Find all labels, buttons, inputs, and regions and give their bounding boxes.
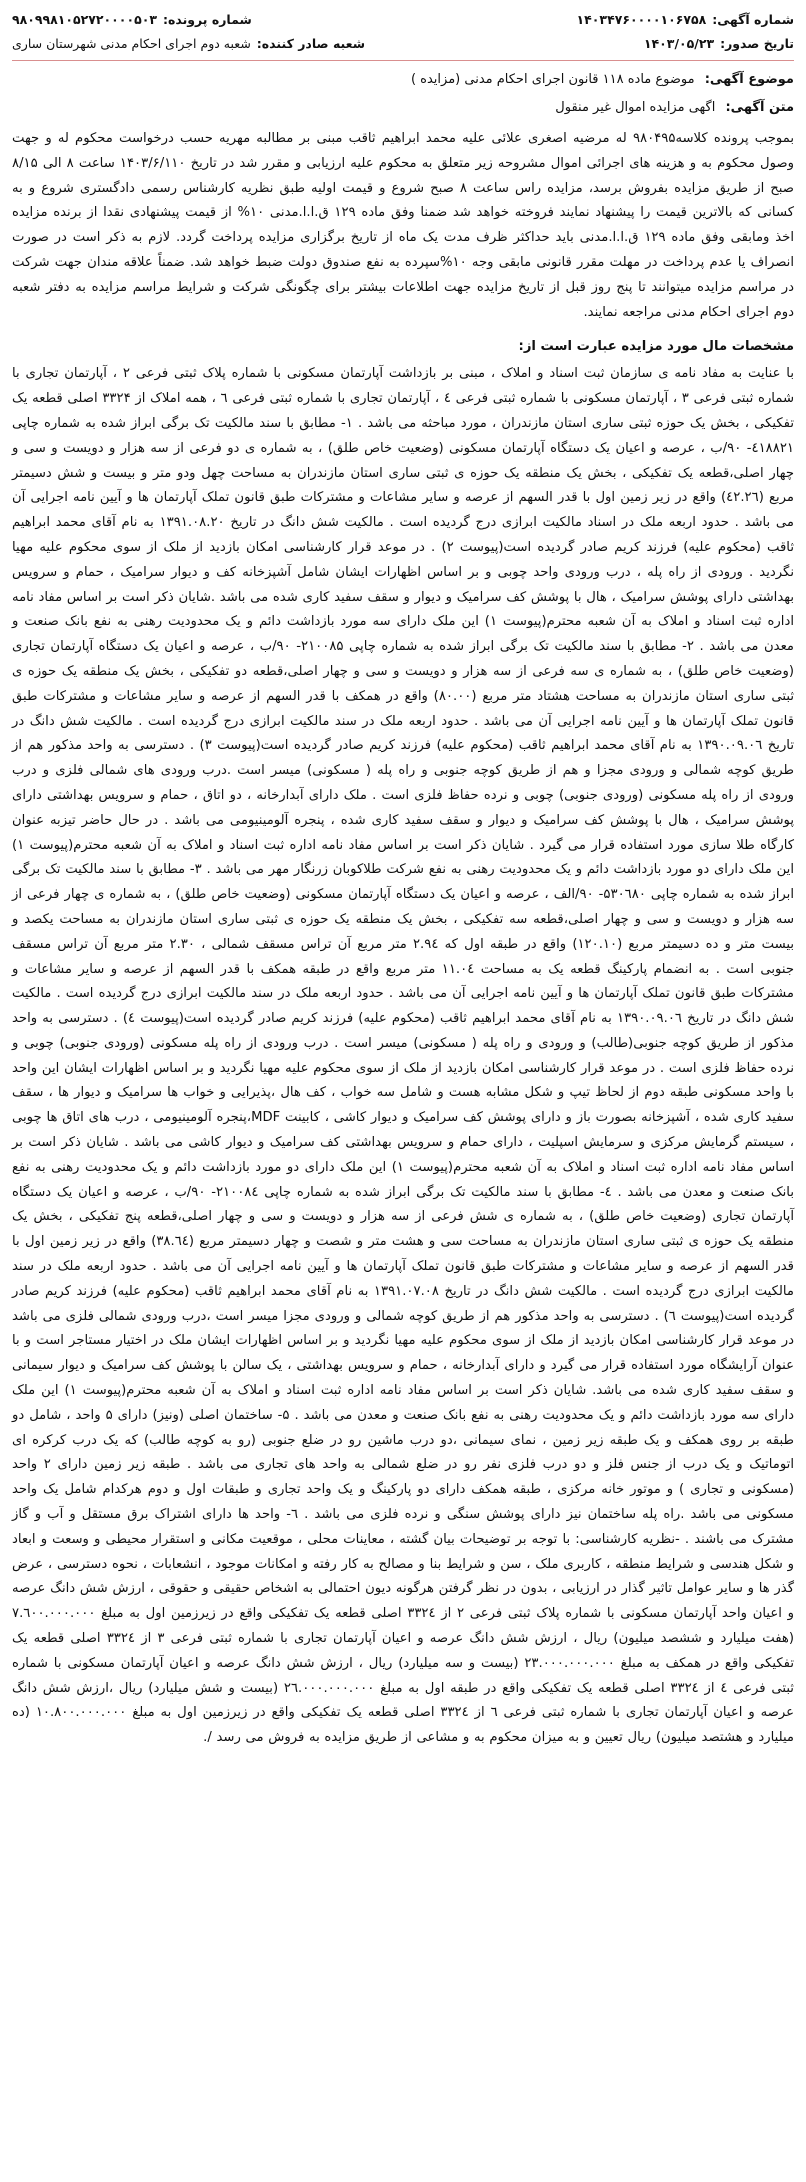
subject-line: [12, 67, 794, 93]
text-title-value: اگهی مزایده اموال غیر منقول: [555, 100, 716, 115]
case-number-label: شماره پرونده:: [162, 12, 252, 27]
body-intro: بموجب پرونده کلاسه۹۸۰۴۹۵ له مرضیه اصغری علائی علیه محمد ابراهیم ثاقب مبنی بر مطالبه مهریه حسب درخواست محکوم له و جهت وصول محکوم به و هزینه های اجرائی اموال مشروحه زیر متعلق به محکوم علیه ارزیابی و مقرر شد در تاریخ ۱۴۰۳/۶/۱۱۰ ساعت ۸ الی ۸/۱۵ صبح از طریق مزایده بفروش برسد، مزایده راس ساعت ۸ صبح شروع و قیمت اولیه طبق نظریه کارشناس رسمی دادگستری شروع و به کسانی که بالاترین قیمت را پیشنهاد نمایند فروخته خواهد شد ضمنا وفق ماده ۱۲۹ ق.ا.ا.مدنی ۱۰% از قیمت پیشنهادی نقدا از برنده مزایده اخذ ومابقی وفق ماده ۱۲۹ ق.ا.ا.مدنی باید حداکثر ظرف مدت یک ماه از تاریخ برگزاری مزایده پرداخت گردد. لازم به ذکر است در صورت انصراف یا عدم پرداخت در مهلت مقرر قانونی مابقی وجه ۱۰%سپرده به نفع صندوق دولت ضبط خواهد شد. ضمناً علاقه مندان جهت شرکت در مراسم مزایده میتوانند تا پنج روز قبل از تاریخ مزایده جهت اطلاعات بیشتر برای چگونگی شرکت و شرایط مراسم مزایده به دفتر شعبه دوم اجرای احکام مدنی مراجعه نمایند.: [7, 131, 794, 320]
issue-date: [644, 32, 794, 56]
notice-number-value: ۱۴۰۳۴۷۶۰۰۰۰۱۰۶۷۵۸: [576, 12, 707, 27]
text-title-line: [12, 95, 794, 121]
issuer-label: شعبه صادر کننده:: [256, 36, 365, 51]
header-row-2: [12, 32, 794, 56]
notice-number-label: شماره آگهی:: [712, 12, 794, 27]
body-main: با عنایت به مفاد نامه ی سازمان ثبت اسناد و املاک ، مبنی بر بازداشت آپارتمان مسکونی با شماره پلاک ثبتی فرعی ۲ ، آپارتمان تجاری با شماره ثبتی فرعی ۳ ، آپارتمان مسکونی با شماره ثبتی فرعی ٤ ، آپارتمان تجاری با شماره ثبتی فرعی ٦ ، همه املاک از ۳۳۲۴ اصلی قطعه یک تفکیکی ، بخش یک حوزه ثبتی ساری استان مازندران ، مورد مباحثه می باشد . ۱- مطابق با سند مالکیت تک برگی ابراز شده به شماره چاپی ٤۱۸۸۲۱- ۹۰/ب ، عرصه و اعیان یک دستگاه آپارتمان مسکونی (وضعیت خاص طلق) ، به شماره ی دو فرعی از سه هزار و دویست و سی و چهار اصلی،قطعه یک تفکیکی ، بخش یک منطقه یک حوزه ی ثبتی ساری استان مازندران به مساحت چهل ودو متر و بیست و شش دسیمتر مربع (٤۲.۲٦) واقع در زیر زمین اول با قدر السهم از عرصه و سایر مشاعات و مشترکات طبق قانون تملک آپارتمان ها و آیین نامه اجرایی آن می باشد . حدود اربعه ملک در اسناد مالکیت ابرازی درج گردیده است . مالکیت شش دانگ در تاریخ ۱۳۹۱.۰۸.۲۰ به نام آقای محمد ابراهیم ثاقب (محکوم علیه) فرزند کریم صادر گردیده است(پیوست ۲) . در موعد قرار کارشناسی امکان بازدید از ملک از سوی محکوم علیه مهیا نگردید . ورودی از راه پله ، درب ورودی واحد چوبی و بر اساس اظهارات ایشان شامل آشپزخانه کف و دیوار سرامیک ، حمام و سرویس بهداشتی دارای پوشش سرامیک ، هال با پوشش کف سرامیک و دیوار و سقف سفید کاری شده می باشد .شایان ذکر است بر اساس مفاد نامه اداره ثبت اسناد و املاک به آن شعبه محترم(پیوست ۱) این ملک دارای سه مورد بازداشت دائم و یک محدودیت رهنی به نفع بانک صنعت و معدن می باشد . ۲- مطابق با سند مالکیت تک برگی ابراز شده به شماره چاپی ۲۱۰۰۸۵- ۹۰/ب ، عرصه و اعیان یک دستگاه آپارتمان تجاری (وضعیت خاص طلق) ، به شماره ی سه فرعی از سه هزار و دویست و سی و چهار اصلی،قطعه دو تفکیکی ، بخش یک منطقه یک حوزه ی ثبتی ساری استان مازندران به مساحت هشتاد متر مربع (۸۰.۰۰) واقع در همکف با قدر السهم از عرصه و سایر مشاعات و مشترکات طبق قانون تملک آپارتمان ها و آیین نامه اجرایی آن می باشد . حدود اربعه ملک در سند مالکیت ابرازی درج گردیده است . مالکیت شش دانگ در تاریخ ۱۳۹۰.۰۹.۰٦ به نام آقای محمد ابراهیم ثاقب (محکوم علیه) فرزند کریم صادر گردیده است(پیوست ۳) . دسترسی به واحد مذکور هم از طریق کوچه شمالی و ورودی مجزا و هم از طریق کوچه جنوبی و راه پله ( مسکونی) میسر است .درب ورودی های شمالی فلزی و درب ورودی از راه پله مسکونی (ورودی جنوبی) چوبی و نرده حفاظ فلزی است . ملک دارای آبدارخانه ، دو اتاق ، حمام و سرویس بهداشتی دارای پوشش سرامیک ، هال با پوشش کف سرامیک و دیوار و سقف سفید کاری شده ، پنجره آلومینیومی می باشد . در حال حاضر تیزبه عنوان کارگاه طلا سازی مورد استفاده قرار می گیرد . شایان ذکر است بر اساس مفاد نامه اداره ثبت اسناد و املاک به آن شعبه محترم(پیوست ۱) این ملک دارای دو مورد بازداشت دائم و یک محدودیت رهنی به نفع شرکت طلاکوبان زرنگار مهر می باشد . ۳- مطابق با سند مالکیت تک برگی ابراز شده به شماره چاپی ۵۳۰٦۸۰- ۹۰/الف ، عرصه و اعیان یک دستگاه آپارتمان مسکونی (وضعیت خاص طلق) ، به شماره ی چهار فرعی از سه هزار و دویست و سی و چهار اصلی،قطعه سه تفکیکی ، بخش یک منطقه یک حوزه ی ثبتی ساری استان مازندران به مساحت یکصد و بیست متر و ده دسیمتر مربع (۱۲۰.۱۰) واقع در طبقه اول که ۲.۹٤ متر مربع آن تراس مسقف شمالی ، ۲.۳۰ متر مربع آن تراس مسقف جنوبی است . به انضمام پارکینگ قطعه یک به مساحت ۱۱.۰٤ متر مربع واقع در طبقه همکف با قدر السهم از عرصه و سایر مشاعات و مشترکات طبق قانون تملک آپارتمان ها و آیین نامه اجرایی آن می باشد . حدود اربعه ملک در سند مالکیت ابرازی درج گردیده است . مالکیت شش دانگ در تاریخ ۱۳۹۰.۰۹.۰٦ به نام آقای محمد ابراهیم ثاقب (محکوم علیه) فرزند کریم صادر گردیده است(پیوست ٤) . دسترسی به واحد مذکور از طریق کوچه جنوبی(طالب) و ورودی و راه پله ( مسکونی) میسر است . درب ورودی از راه پله مسکونی (ورودی جنوبی) چوبی و نرده حفاظ فلزی است . در موعد قرار کارشناسی امکان بازدید از ملک از سوی محکوم علیه مهیا نگردید و بر اساس اظهارات ایشان این واحد با واحد مسکونی طبقه دوم از لحاظ تیپ و شکل مشابه هست و شامل سه خواب ، کف هال ،پذیرایی و خواب ها سرامیک و دیوار ها ، سقف سفید کاری شده ، آشپزخانه بصورت باز و دارای پوشش کف سرامیک و دیوار کاشی ، کابینت MDF،پنجره آلومینیومی ، درب های اتاق ها چوبی ، سیستم گرمایش مرکزی و سرمایش اسپلیت ، دارای حمام و سرویس بهداشتی کف سرامیک و دیوار کاشی می باشد . شایان ذکر است بر اساس مفاد نامه اداره ثبت اسناد و املاک به آن شعبه محترم(پیوست ۱) این ملک دارای دو مورد بازداشت دائم و یک محدودیت رهنی به نفع بانک صنعت و معدن می باشد . ٤- مطابق با سند مالکیت تک برگی ابراز شده به شماره چاپی ۲۱۰۰۸٤- ۹۰/ب ، عرصه و اعیان یک دستگاه آپارتمان تجاری (وضعیت خاص طلق) ، به شماره ی شش فرعی از سه هزار و دویست و سی و چهار اصلی،قطعه پنج تفکیکی ، بخش یک منطقه یک حوزه ی ثبتی ساری استان مازندران به مساحت سی و هشت متر و شصت و چهار دسیمتر مربع (۳۸.٦٤) واقع در زیر زمین اول با قدر السهم از عرصه و سایر مشاعات و مشترکات طبق قانون تملک آپارتمان ها و آیین نامه اجرایی آن می باشد . حدود اربعه ملک در سند مالکیت ابرازی درج گردیده است . مالکیت شش دانگ در تاریخ ۱۳۹۱.۰۷.۰۸ به نام آقای محمد ابراهیم ثاقب (محکوم علیه) فرزند کریم صادر گردیده است(پیوست ٦) . دسترسی به واحد مذکور هم از طریق کوچه شمالی و ورودی مجزا میسر است ،درب ورودی شمالی فلزی می باشد در موعد قرار کارشناسی امکان بازدید از ملک از سوی محکوم علیه مهیا نگردید و بر اساس اظهارات ایشان ملک در اختیار مستاجر است و با عنوان آرایشگاه مورد استفاده قرار می گیرد و دارای آبدارخانه ، حمام و سرویس بهداشتی ، یک سالن با پوشش کف سرامیک و دیوار سیمانی و سقف سفید کاری شده می باشد. شایان ذکر است بر اساس مفاد نامه اداره ثبت اسناد و املاک به آن شعبه محترم(پیوست ۱) این ملک دارای سه مورد بازداشت دائم و یک محدودیت رهنی به نفع بانک صنعت و معدن می باشد . ۵- ساختمان اصلی (ونیز) دارای ۵ واحد ، شامل دو طبقه بر روی همکف و یک طبقه زیر زمین ، نمای سیمانی ،دو درب ماشین رو در ضلع جنوبی (رو به کوچه طالب) که یک درب کرکره ای اتوماتیک و یک درب از جنس فلز و دو درب فلزی نفر رو در ضلع شمالی به واحد های تجاری می باشد . طبقه زیر زمین دارای ۲ واحد (مسکونی و تجاری ) و موتور خانه مرکزی ، طبقه همکف دارای دو پارکینگ و یک واحد تجاری و طبقات اول و دوم هرکدام شامل یک واحد مسکونی می باشد .راه پله ساختمان نیز دارای پوشش سنگی و نرده فلزی می باشد . ٦- واحد ها دارای اشتراک برق مستقل و آب و گاز مشترک می باشند . -نظریه کارشناسی: با توجه بر توضیحات بیان گشته ، معاینات محلی ، موقعیت مکانی و استقرار محیطی و وسعت و ابعاد و شکل هندسی و شرایط منطقه ، کاربری ملک ، سن و شرایط بنا و مصالح به کار رفته و امکانات موجود ، انشعابات ، نحوه دسترسی ، عرض گذر ها و سایر عوامل تاثیر گذار در ارزیابی ، بدون در نظر گرفتن هرگونه دیون احتمالی به اشخاص حقیقی و حقوقی ، ارزش شش دانگ عرصه و اعیان واحد آپارتمان مسکونی با شماره پلاک ثبتی فرعی ۲ از ۳۳۲٤ اصلی قطعه یک تفکیکی واقع در زیرزمین اول به مبلغ ۷.٦۰۰.۰۰۰.۰۰۰ (هفت میلیارد و ششصد میلیون) ریال ، ارزش شش دانگ عرصه و اعیان آپارتمان تجاری با شماره ثبتی فرعی ۳ از ۳۳۲٤ اصلی قطعه یک تفکیکی واقع در همکف به مبلغ ۲۳.۰۰۰.۰۰۰.۰۰۰ (بیست و سه میلیارد) ریال ، ارزش شش دانگ عرصه و اعیان آپارتمان مسکونی با شماره ثبتی فرعی ٤ از ۳۳۲٤ اصلی قطعه یک تفکیکی واقع در طبقه اول به مبلغ ۲٦.۰۰۰.۰۰۰.۰۰۰ (بیست و شش میلیارد) ریال ،ارزش شش دانگ عرصه و اعیان آپارتمان تجاری با شماره ثبتی فرعی ٦ از ۳۳۲٤ اصلی قطعه یک تفکیکی واقع در زیرزمین اول به مبلغ ۱۰.۸۰۰.۰۰۰.۰۰۰ (ده میلیارد و هشتصد میلیون) ریال تعیین و به میزان محکوم به و مشاعی از طریق مزایده به فروش می رسد /.: [7, 366, 795, 1746]
issuer-value: شعبه دوم اجرای احکام مدنی شهرستان ساری: [12, 36, 251, 51]
specs-heading: مشخصات مال مورد مزایده عبارت است از:: [518, 339, 794, 355]
issue-date-label: تاریخ صدور:: [720, 36, 794, 51]
subject-value: موضوع ماده ۱۱۸ قانون اجرای احکام مدنی (مزایده ): [410, 72, 695, 87]
header-row-1: [12, 8, 794, 32]
header-divider: [12, 60, 794, 61]
notice-number: [577, 8, 794, 32]
issuer: [12, 32, 365, 56]
subject-label: موضوع آگهی:: [704, 72, 794, 87]
case-number-value: ۹۸۰۹۹۸۱۰۵۲۷۲۰۰۰۰۵۰۳: [12, 12, 157, 27]
case-number: [12, 8, 252, 32]
issue-date-value: ۱۴۰۳/۰۵/۲۳: [643, 36, 715, 51]
text-title-label: متن آگهی:: [725, 100, 794, 115]
